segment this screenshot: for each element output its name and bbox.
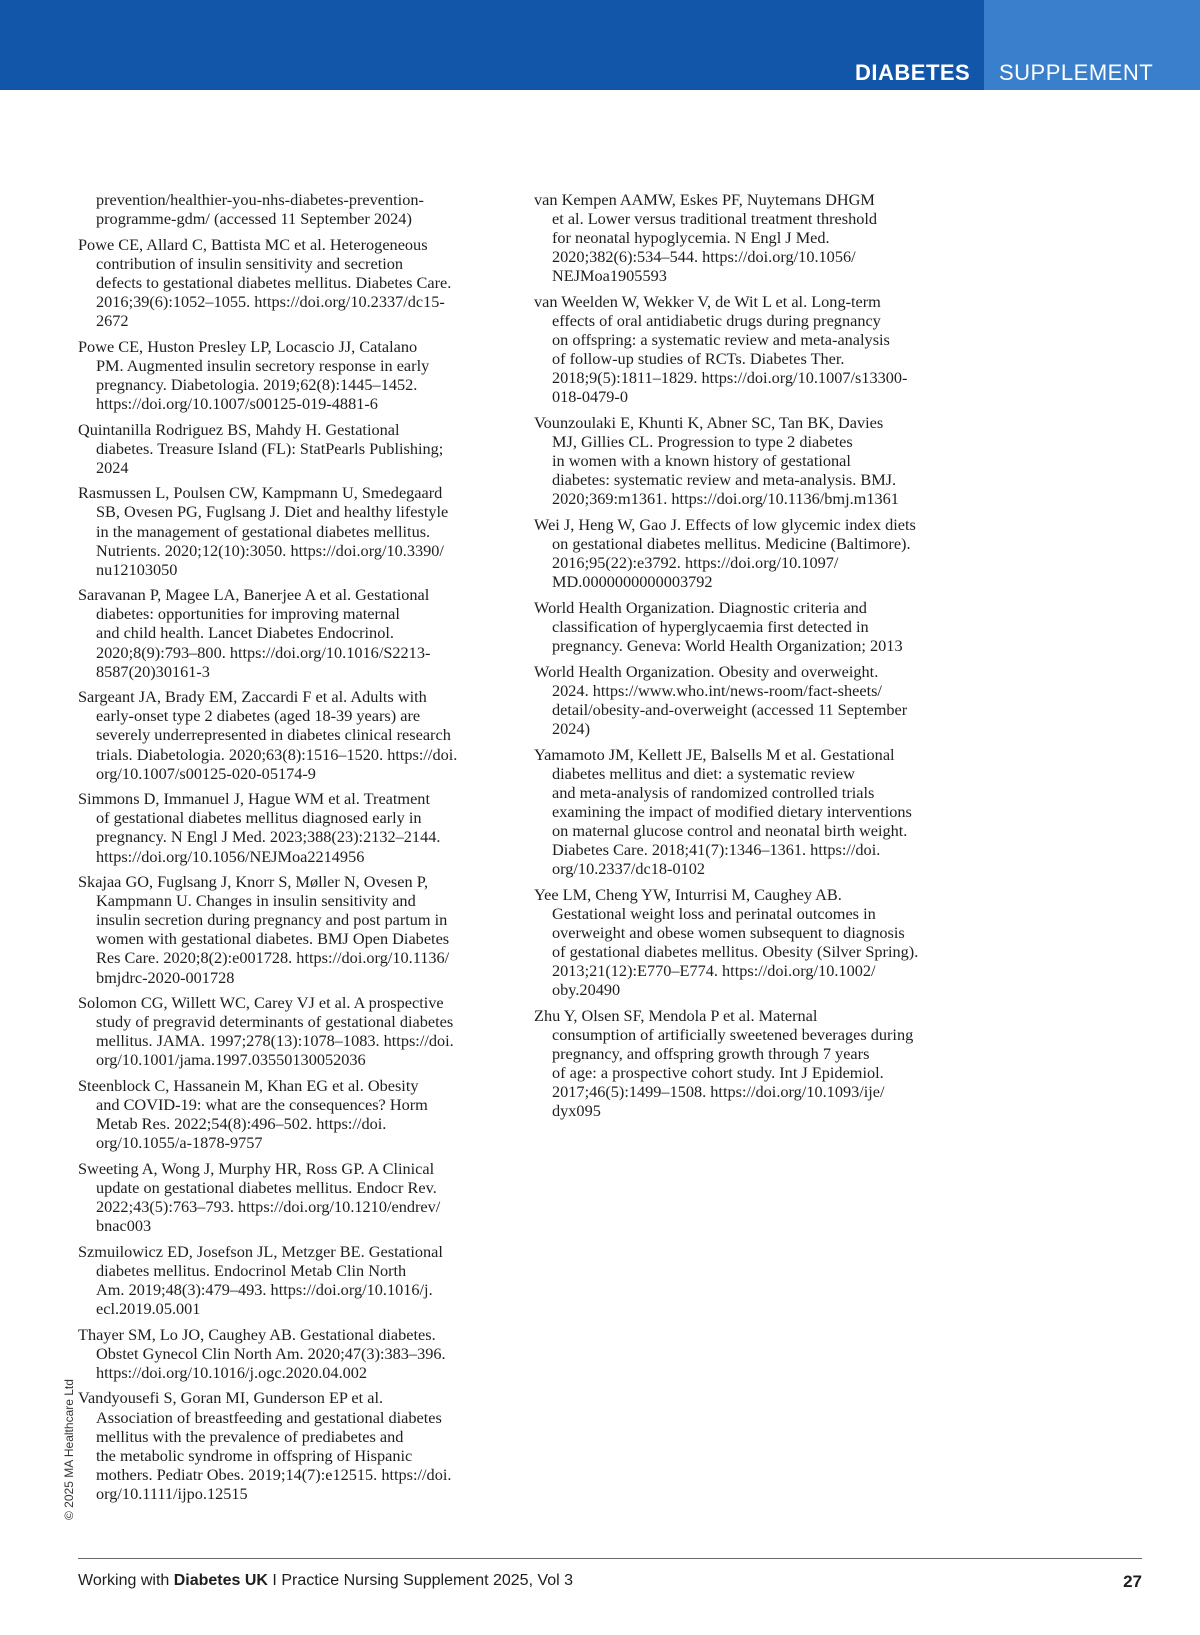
header-banner: [0, 0, 1200, 90]
footer-text: [78, 1572, 573, 1590]
reference-entry: Rasmussen L, Poulsen CW, Kampmann U, Smedegaard SB, Ovesen PG, Fuglsang J. Diet and healthy lifestyle in the management of gestational diabetes mellitus. Nutrients. 2020;12(10):3050. https://doi.org/10.3390/ nu12103050: [78, 483, 449, 579]
reference-entry: Vandyousefi S, Goran MI, Gunderson EP et al. Association of breastfeeding and gestational diabetes mellitus with the prevalence of prediabetes and the metabolic syndrome in offspring of Hispanic mothers. Pediatr Obes. 2019;14(7):e12515. https://doi. org/10.1111/ijpo.12515: [78, 1388, 452, 1503]
reference-entry: Sweeting A, Wong J, Murphy HR, Ross GP. A Clinical update on gestational diabetes mellitus. Endocr Rev. 2022;43(5):763–793. https://doi.org/10.1210/endrev/ bnac003: [78, 1158, 441, 1236]
reference-entry: van Kempen AAMW, Eskes PF, Nuytemans DHGM et al. Lower versus traditional treatment threshold for neonatal hypoglycemia. N Engl J Med. 2020;382(6):534–544. https://doi.org/10.1056/ NEJMoa1905593: [534, 190, 878, 286]
reference-entry: van Weelden W, Wekker V, de Wit L et al. Long-term effects of oral antidiabetic drugs during pregnancy on offspring: a systematic review and meta-analysis of follow-up studies of RCTs. Diabetes Ther. 2018;9(5):1811–1829. https://doi.org/10.1007/s13300- 018-0479-0: [534, 291, 908, 407]
reference-entry: Vounzoulaki E, Khunti K, Abner SC, Tan BK, Davies MJ, Gillies CL. Progression to type 2 diabetes in women with a known history of gestational diabetes: systematic review and meta-analysis. BMJ. 2020;369:m1361. https://doi.org/10.1136/bmj.m1361: [534, 413, 899, 509]
footer-prefix: Working with: [78, 1572, 174, 1589]
footer-divider: [78, 1558, 1142, 1559]
footer-brand: Diabetes UK: [173, 1572, 268, 1589]
reference-entry: Skajaa GO, Fuglsang J, Knorr S, Møller N, Ovesen P, Kampmann U. Changes in insulin sensitivity and insulin secretion during pregnancy and post partum in women with gestational diabetes. BMJ Open Diabetes Res Care. 2020;8(2):e001728. https://doi.org/10.1136/ bmjdrc-2020-001728: [78, 872, 450, 987]
reference-entry: Solomon CG, Willett WC, Carey VJ et al. A prospective study of pregravid determinants of gestational diabetes mellitus. JAMA. 1997;278(13):1078–1083. https://doi. org/10.1001/jama.1997.03550130052036: [78, 993, 454, 1070]
reference-entry: Wei J, Heng W, Gao J. Effects of low glycemic index diets on gestational diabetes mellitus. Medicine (Baltimore). 2016;95(22):e3792. https://doi.org/10.1097/ MD.0000000000003792: [534, 515, 916, 592]
references-left-column: [78, 190, 508, 1510]
footer-suffix: I Practice Nursing Supplement 2025, Vol 3: [267, 1572, 574, 1589]
reference-entry: Szmuilowicz ED, Josefson JL, Metzger BE. Gestational diabetes mellitus. Endocrinol Metab Clin North Am. 2019;48(3):479–493. https://doi.org/10.1016/j. ecl.2019.05.001: [78, 1241, 443, 1319]
reference-entry: Zhu Y, Olsen SF, Mendola P et al. Maternal consumption of artificially sweetened beverages during pregnancy, and offspring growth through 7 years of age: a prospective cohort study. Int J Epidemiol. 2017;46(5):1499–1508. https://doi.org/10.1093/ije/ dyx095: [534, 1005, 914, 1121]
copyright-notice: © 2025 MA Healthcare Ltd: [62, 1379, 76, 1520]
reference-entry: Thayer SM, Lo JO, Caughey AB. Gestational diabetes. Obstet Gynecol Clin North Am. 2020;47(3):383–396. https://doi.org/10.1016/j.ogc.2020.04.002: [78, 1324, 446, 1382]
header-section: SUPPLEMENT: [999, 60, 1154, 85]
reference-entry: World Health Organization. Obesity and overweight. 2024. https://www.who.int/news-room/fact-sheets/ detail/obesity-and-overweight (accessed 11 September 2024): [534, 661, 908, 738]
page-number: 27: [1123, 1572, 1142, 1591]
reference-entry: Saravanan P, Magee LA, Banerjee A et al. Gestational diabetes: opportunities for improving maternal and child health. Lancet Diabetes Endocrinol. 2020;8(9):793–800. https://doi.org/10.1016/S2213- 8587(20)30161-3: [78, 585, 431, 681]
reference-entry: Simmons D, Immanuel J, Hague WM et al. Treatment of gestational diabetes mellitus diagnosed early in pregnancy. N Engl J Med. 2023;388(23):2132–2144. https://doi.org/10.1056/NEJMoa2214956: [78, 789, 441, 866]
header-brand: DIABETES: [855, 60, 971, 85]
reference-entry: Yamamoto JM, Kellett JE, Balsells M et al. Gestational diabetes mellitus and diet: a systematic review and meta-analysis of randomized controlled trials examining the impact of modified dietary interventions on maternal glucose control and neonatal birth weight. Diabetes Care. 2018;41(7):1346–1361. https://doi. org/10.2337/dc18-0102: [534, 744, 912, 879]
reference-entry: Quintanilla Rodriguez BS, Mahdy H. Gestational diabetes. Treasure Island (FL): StatPearls Publishing; 2024: [78, 419, 444, 477]
reference-entry: Sargeant JA, Brady EM, Zaccardi F et al. Adults with early-onset type 2 diabetes (aged 18-39 years) are severely underrepresented in diabetes clinical research trials. Diabetologia. 2020;63(8):1516–1520. https://doi. org/10.1007/s00125-020-05174-9: [78, 687, 458, 783]
reference-entry: Powe CE, Huston Presley LP, Locascio JJ, Catalano PM. Augmented insulin secretory response in early pregnancy. Diabetologia. 2019;62(8):1445–1452. https://doi.org/10.1007/s00125-019-4881-6: [78, 336, 430, 413]
reference-entry: Yee LM, Cheng YW, Inturrisi M, Caughey AB. Gestational weight loss and perinatal outcomes in overweight and obese women subsequent to diagnosis of gestational diabetes mellitus. Obesity (Silver Spring). 2013;21(12):E770–E774. https://doi.org/10.1002/ oby.20490: [534, 884, 919, 1000]
reference-entry: World Health Organization. Diagnostic criteria and classification of hyperglycaemia first detected in pregnancy. Geneva: World Health Organization; 2013: [534, 597, 903, 656]
reference-entry: Powe CE, Allard C, Battista MC et al. Heterogeneous contribution of insulin sensitivity and secretion defects to gestational diabetes mellitus. Diabetes Care. 2016;39(6):1052–1055. https://doi.org/10.2337/dc15- 2672: [78, 234, 452, 331]
reference-entry: prevention/healthier-you-nhs-diabetes-prevention- programme-gdm/ (accessed 11 September 2024): [96, 190, 424, 229]
reference-entry: Steenblock C, Hassanein M, Khan EG et al. Obesity and COVID-19: what are the consequences? Horm Metab Res. 2022;54(8):496–502. https://doi. org/10.1055/a-1878-9757: [78, 1076, 428, 1153]
references-right-column: [534, 190, 964, 1127]
